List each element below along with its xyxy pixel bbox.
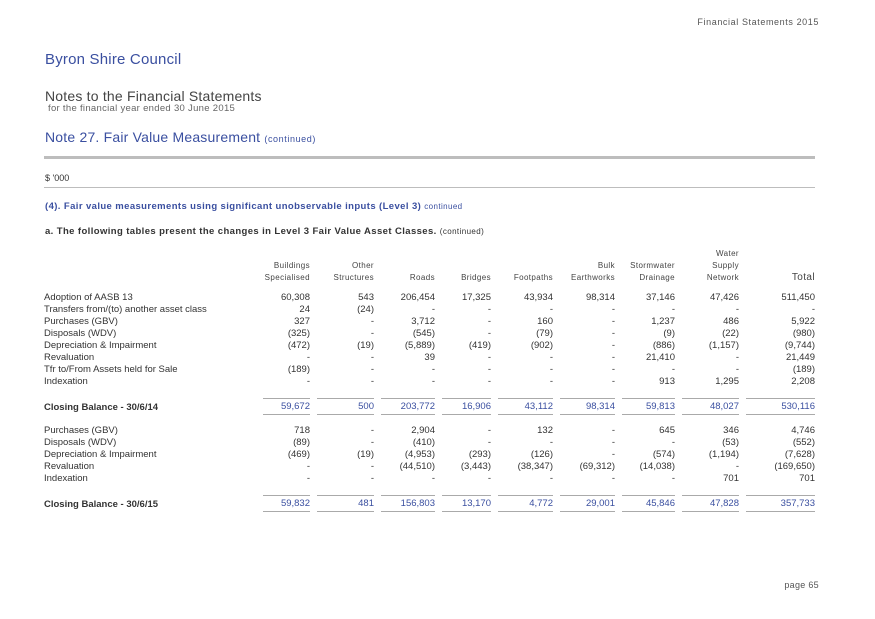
spacer-row bbox=[44, 388, 815, 398]
table-row bbox=[44, 376, 815, 388]
value-cell: - bbox=[735, 461, 739, 472]
value-cell: - bbox=[611, 473, 615, 484]
value-cell: 1,295 bbox=[715, 376, 739, 387]
value-cell: 3,712 bbox=[411, 316, 435, 327]
value-cell: 543 bbox=[358, 292, 374, 303]
value-cell: - bbox=[370, 425, 374, 436]
closing-value-cell bbox=[675, 398, 739, 415]
value-cell: (22) bbox=[722, 328, 739, 339]
value-cell: 39 bbox=[424, 352, 435, 363]
closing-value: 530,116 bbox=[746, 398, 815, 415]
value-cell: 327 bbox=[294, 316, 310, 327]
value-cell: (79) bbox=[536, 328, 553, 339]
value-cell: 206,454 bbox=[400, 292, 435, 303]
closing-value-cell bbox=[675, 495, 739, 512]
value-cell: 160 bbox=[537, 316, 553, 327]
closing-balance-row bbox=[44, 398, 815, 415]
value-cell: (19) bbox=[357, 340, 374, 351]
value-cell: (410) bbox=[412, 437, 435, 448]
row-label: Indexation bbox=[44, 473, 88, 484]
value-cell: - bbox=[611, 437, 615, 448]
row-label: Disposals (WDV) bbox=[44, 437, 117, 448]
column-header: Footpaths bbox=[513, 273, 553, 282]
value-cell: - bbox=[549, 437, 553, 448]
value-cell: (1,157) bbox=[708, 340, 739, 351]
column-header: Network bbox=[706, 273, 739, 282]
header-row bbox=[44, 248, 815, 260]
value-cell: - bbox=[611, 304, 615, 315]
value-cell: (44,510) bbox=[399, 461, 435, 472]
value-cell: 913 bbox=[659, 376, 675, 387]
value-cell: (325) bbox=[287, 328, 310, 339]
value-cell: 98,314 bbox=[585, 292, 615, 303]
value-cell: - bbox=[487, 316, 491, 327]
spacer-cell bbox=[44, 485, 815, 495]
value-cell: - bbox=[735, 364, 739, 375]
column-header bbox=[553, 248, 615, 260]
value-cell: - bbox=[487, 425, 491, 436]
value-cell: (9) bbox=[663, 328, 675, 339]
value-cell: - bbox=[370, 437, 374, 448]
value-cell: - bbox=[370, 376, 374, 387]
column-header: Earthworks bbox=[570, 273, 615, 282]
value-cell: - bbox=[370, 352, 374, 363]
closing-value-cell bbox=[739, 495, 815, 512]
row-label: Transfers from/(to) another asset class bbox=[44, 304, 207, 315]
value-cell: (9,744) bbox=[784, 340, 815, 351]
value-cell: - bbox=[487, 304, 491, 315]
value-cell: (574) bbox=[652, 449, 675, 460]
row-label: Closing Balance - 30/6/14 bbox=[44, 402, 159, 413]
value-cell: (19) bbox=[357, 449, 374, 460]
value-cell: (419) bbox=[468, 340, 491, 351]
value-cell: 5,922 bbox=[791, 316, 815, 327]
closing-value-cell bbox=[615, 495, 675, 512]
table-row bbox=[44, 449, 815, 461]
row-label: Disposals (WDV) bbox=[44, 328, 117, 339]
column-header bbox=[615, 248, 675, 260]
column-header: Other bbox=[351, 261, 374, 270]
value-cell: - bbox=[306, 352, 310, 363]
value-cell: 4,746 bbox=[791, 425, 815, 436]
header-spacer bbox=[44, 272, 256, 286]
column-header: Stormwater bbox=[630, 261, 675, 270]
value-cell: (545) bbox=[412, 328, 435, 339]
value-cell: (69,312) bbox=[579, 461, 615, 472]
closing-value: 481 bbox=[317, 495, 374, 512]
row-label: Indexation bbox=[44, 376, 88, 387]
closing-value: 29,001 bbox=[560, 495, 615, 512]
value-cell: (5,889) bbox=[404, 340, 435, 351]
header-row bbox=[44, 260, 815, 272]
value-cell: 645 bbox=[659, 425, 675, 436]
value-cell: - bbox=[306, 376, 310, 387]
value-cell: - bbox=[370, 364, 374, 375]
column-header: Total bbox=[791, 272, 815, 283]
value-cell: (89) bbox=[293, 437, 310, 448]
value-cell: (472) bbox=[287, 340, 310, 351]
value-cell: (7,628) bbox=[784, 449, 815, 460]
value-cell: (126) bbox=[530, 449, 553, 460]
closing-value: 357,733 bbox=[746, 495, 815, 512]
closing-value-cell bbox=[435, 398, 491, 415]
row-label: Closing Balance - 30/6/15 bbox=[44, 499, 159, 510]
column-header: Drainage bbox=[639, 273, 675, 282]
table-row bbox=[44, 352, 815, 364]
value-cell: - bbox=[611, 328, 615, 339]
value-cell: - bbox=[487, 473, 491, 484]
table-row bbox=[44, 473, 815, 485]
value-cell: (469) bbox=[287, 449, 310, 460]
note-heading bbox=[45, 129, 316, 145]
closing-value: 59,813 bbox=[622, 398, 675, 415]
table-row bbox=[44, 292, 815, 304]
column-header bbox=[374, 260, 435, 272]
section-title: (4). Fair value measurements using significant unobservable inputs (Level 3) bbox=[45, 201, 422, 212]
value-cell: (902) bbox=[530, 340, 553, 351]
row-label: Purchases (GBV) bbox=[44, 425, 118, 436]
table-row bbox=[44, 340, 815, 352]
header-spacer bbox=[44, 248, 256, 260]
value-cell: - bbox=[370, 473, 374, 484]
value-cell: - bbox=[549, 364, 553, 375]
closing-value: 48,027 bbox=[682, 398, 739, 415]
row-label: Depreciation & Impairment bbox=[44, 340, 157, 351]
spacer-cell bbox=[44, 415, 815, 425]
spacer-row bbox=[44, 485, 815, 495]
closing-value-cell bbox=[491, 495, 553, 512]
value-cell: - bbox=[549, 352, 553, 363]
page-number: page 65 bbox=[784, 580, 819, 590]
section-heading bbox=[45, 201, 463, 212]
column-header bbox=[491, 260, 553, 272]
value-cell: 511,450 bbox=[781, 292, 815, 303]
value-cell: - bbox=[431, 364, 435, 375]
value-cell: (980) bbox=[792, 328, 815, 339]
closing-value: 203,772 bbox=[381, 398, 435, 415]
value-cell: (169,650) bbox=[774, 461, 815, 472]
header-spacer bbox=[44, 260, 256, 272]
value-cell: - bbox=[611, 364, 615, 375]
column-header bbox=[256, 248, 310, 260]
value-cell: - bbox=[735, 304, 739, 315]
column-header: Buildings bbox=[273, 261, 310, 270]
value-cell: 701 bbox=[799, 473, 815, 484]
table-row bbox=[44, 364, 815, 376]
subsection-title: a. The following tables present the changes in Level 3 Fair Value Asset Classes. bbox=[45, 226, 437, 237]
closing-value-cell bbox=[310, 398, 374, 415]
value-cell: - bbox=[306, 473, 310, 484]
column-header bbox=[435, 248, 491, 260]
value-cell: 21,410 bbox=[645, 352, 675, 363]
value-cell: - bbox=[431, 376, 435, 387]
units-divider bbox=[44, 187, 815, 188]
column-header bbox=[739, 248, 815, 260]
column-header: Roads bbox=[409, 273, 435, 282]
value-cell: 24 bbox=[299, 304, 310, 315]
value-cell: 701 bbox=[723, 473, 739, 484]
closing-value-cell bbox=[615, 398, 675, 415]
value-cell: (293) bbox=[468, 449, 491, 460]
row-label: Adoption of AASB 13 bbox=[44, 292, 133, 303]
level3-asset-table bbox=[44, 248, 815, 512]
value-cell: - bbox=[735, 352, 739, 363]
value-cell: - bbox=[370, 328, 374, 339]
value-cell: 47,426 bbox=[709, 292, 739, 303]
section-continued: continued bbox=[424, 202, 463, 211]
row-label: Purchases (GBV) bbox=[44, 316, 118, 327]
value-cell: (38,347) bbox=[517, 461, 553, 472]
value-cell: 2,904 bbox=[411, 425, 435, 436]
closing-value-cell bbox=[310, 495, 374, 512]
value-cell: - bbox=[549, 376, 553, 387]
table-row bbox=[44, 328, 815, 340]
column-header bbox=[310, 248, 374, 260]
value-cell: - bbox=[487, 352, 491, 363]
column-header bbox=[374, 248, 435, 260]
value-cell: (14,038) bbox=[639, 461, 675, 472]
value-cell: 718 bbox=[294, 425, 310, 436]
value-cell: - bbox=[549, 473, 553, 484]
closing-value: 47,828 bbox=[682, 495, 739, 512]
value-cell: 486 bbox=[723, 316, 739, 327]
row-label: Depreciation & Impairment bbox=[44, 449, 157, 460]
value-cell: 21,449 bbox=[785, 352, 815, 363]
closing-value-cell bbox=[256, 398, 310, 415]
value-cell: - bbox=[611, 425, 615, 436]
value-cell: (4,953) bbox=[404, 449, 435, 460]
value-cell: (886) bbox=[652, 340, 675, 351]
closing-value-cell bbox=[739, 398, 815, 415]
value-cell: - bbox=[671, 437, 675, 448]
column-header: Bulk bbox=[597, 261, 615, 270]
value-cell: - bbox=[487, 328, 491, 339]
table-row bbox=[44, 304, 815, 316]
closing-value: 59,832 bbox=[263, 495, 310, 512]
spacer-cell bbox=[44, 388, 815, 398]
spacer-row bbox=[44, 415, 815, 425]
closing-value-cell bbox=[256, 495, 310, 512]
value-cell: - bbox=[611, 376, 615, 387]
column-header: Supply bbox=[712, 261, 739, 270]
value-cell: 60,308 bbox=[280, 292, 310, 303]
row-label: Revaluation bbox=[44, 461, 95, 472]
column-header: Water bbox=[715, 249, 739, 258]
column-header bbox=[491, 248, 553, 260]
closing-value-cell bbox=[553, 398, 615, 415]
column-header: Structures bbox=[333, 273, 374, 282]
column-header bbox=[739, 260, 815, 272]
value-cell: - bbox=[611, 340, 615, 351]
table-row bbox=[44, 437, 815, 449]
header-row bbox=[44, 272, 815, 286]
closing-value: 98,314 bbox=[560, 398, 615, 415]
value-cell: - bbox=[611, 449, 615, 460]
value-cell: - bbox=[487, 437, 491, 448]
closing-value: 4,772 bbox=[498, 495, 553, 512]
closing-value: 500 bbox=[317, 398, 374, 415]
value-cell: - bbox=[306, 461, 310, 472]
closing-value-cell bbox=[553, 495, 615, 512]
value-cell: - bbox=[611, 316, 615, 327]
value-cell: 37,146 bbox=[645, 292, 675, 303]
note-continued: (continued) bbox=[264, 134, 316, 144]
closing-value: 45,846 bbox=[622, 495, 675, 512]
closing-value-cell bbox=[491, 398, 553, 415]
value-cell: - bbox=[671, 364, 675, 375]
value-cell: 1,237 bbox=[651, 316, 675, 327]
closing-value-cell bbox=[435, 495, 491, 512]
closing-value-cell bbox=[374, 495, 435, 512]
value-cell: (189) bbox=[287, 364, 310, 375]
value-cell: (3,443) bbox=[460, 461, 491, 472]
value-cell: - bbox=[431, 473, 435, 484]
value-cell: - bbox=[549, 304, 553, 315]
value-cell: 2,208 bbox=[791, 376, 815, 387]
table-row bbox=[44, 425, 815, 437]
column-header: Specialised bbox=[264, 273, 310, 282]
value-cell: 43,934 bbox=[523, 292, 553, 303]
value-cell: 17,325 bbox=[461, 292, 491, 303]
subsection-continued: (continued) bbox=[439, 227, 485, 236]
closing-value: 59,672 bbox=[263, 398, 310, 415]
value-cell: - bbox=[611, 352, 615, 363]
value-cell: 346 bbox=[723, 425, 739, 436]
closing-value-cell bbox=[374, 398, 435, 415]
units-label: $ '000 bbox=[45, 173, 70, 183]
closing-value: 43,112 bbox=[498, 398, 553, 415]
row-label: Tfr to/From Assets held for Sale bbox=[44, 364, 178, 375]
notes-subtitle: for the financial year ended 30 June 2015 bbox=[48, 103, 236, 114]
value-cell: - bbox=[431, 304, 435, 315]
council-name: Byron Shire Council bbox=[45, 51, 182, 68]
value-cell: 132 bbox=[537, 425, 553, 436]
notes-title: Notes to the Financial Statements bbox=[45, 88, 262, 104]
value-cell: - bbox=[370, 316, 374, 327]
value-cell: - bbox=[487, 376, 491, 387]
heading-divider bbox=[44, 156, 815, 159]
value-cell: (24) bbox=[357, 304, 374, 315]
value-cell: (189) bbox=[792, 364, 815, 375]
subsection-heading bbox=[45, 226, 484, 237]
table-row bbox=[44, 461, 815, 473]
value-cell: - bbox=[671, 473, 675, 484]
value-cell: (1,194) bbox=[708, 449, 739, 460]
closing-value: 13,170 bbox=[442, 495, 491, 512]
column-header bbox=[435, 260, 491, 272]
note-title: Note 27. Fair Value Measurement bbox=[45, 129, 261, 145]
row-label: Revaluation bbox=[44, 352, 95, 363]
value-cell: - bbox=[370, 461, 374, 472]
table-row bbox=[44, 316, 815, 328]
value-cell: - bbox=[671, 304, 675, 315]
closing-value: 16,906 bbox=[442, 398, 491, 415]
document-title: Financial Statements 2015 bbox=[697, 17, 819, 27]
value-cell: (552) bbox=[792, 437, 815, 448]
value-cell: - bbox=[811, 304, 815, 315]
closing-balance-row bbox=[44, 495, 815, 512]
closing-value: 156,803 bbox=[381, 495, 435, 512]
value-cell: (53) bbox=[722, 437, 739, 448]
column-header: Bridges bbox=[461, 273, 491, 282]
value-cell: - bbox=[487, 364, 491, 375]
